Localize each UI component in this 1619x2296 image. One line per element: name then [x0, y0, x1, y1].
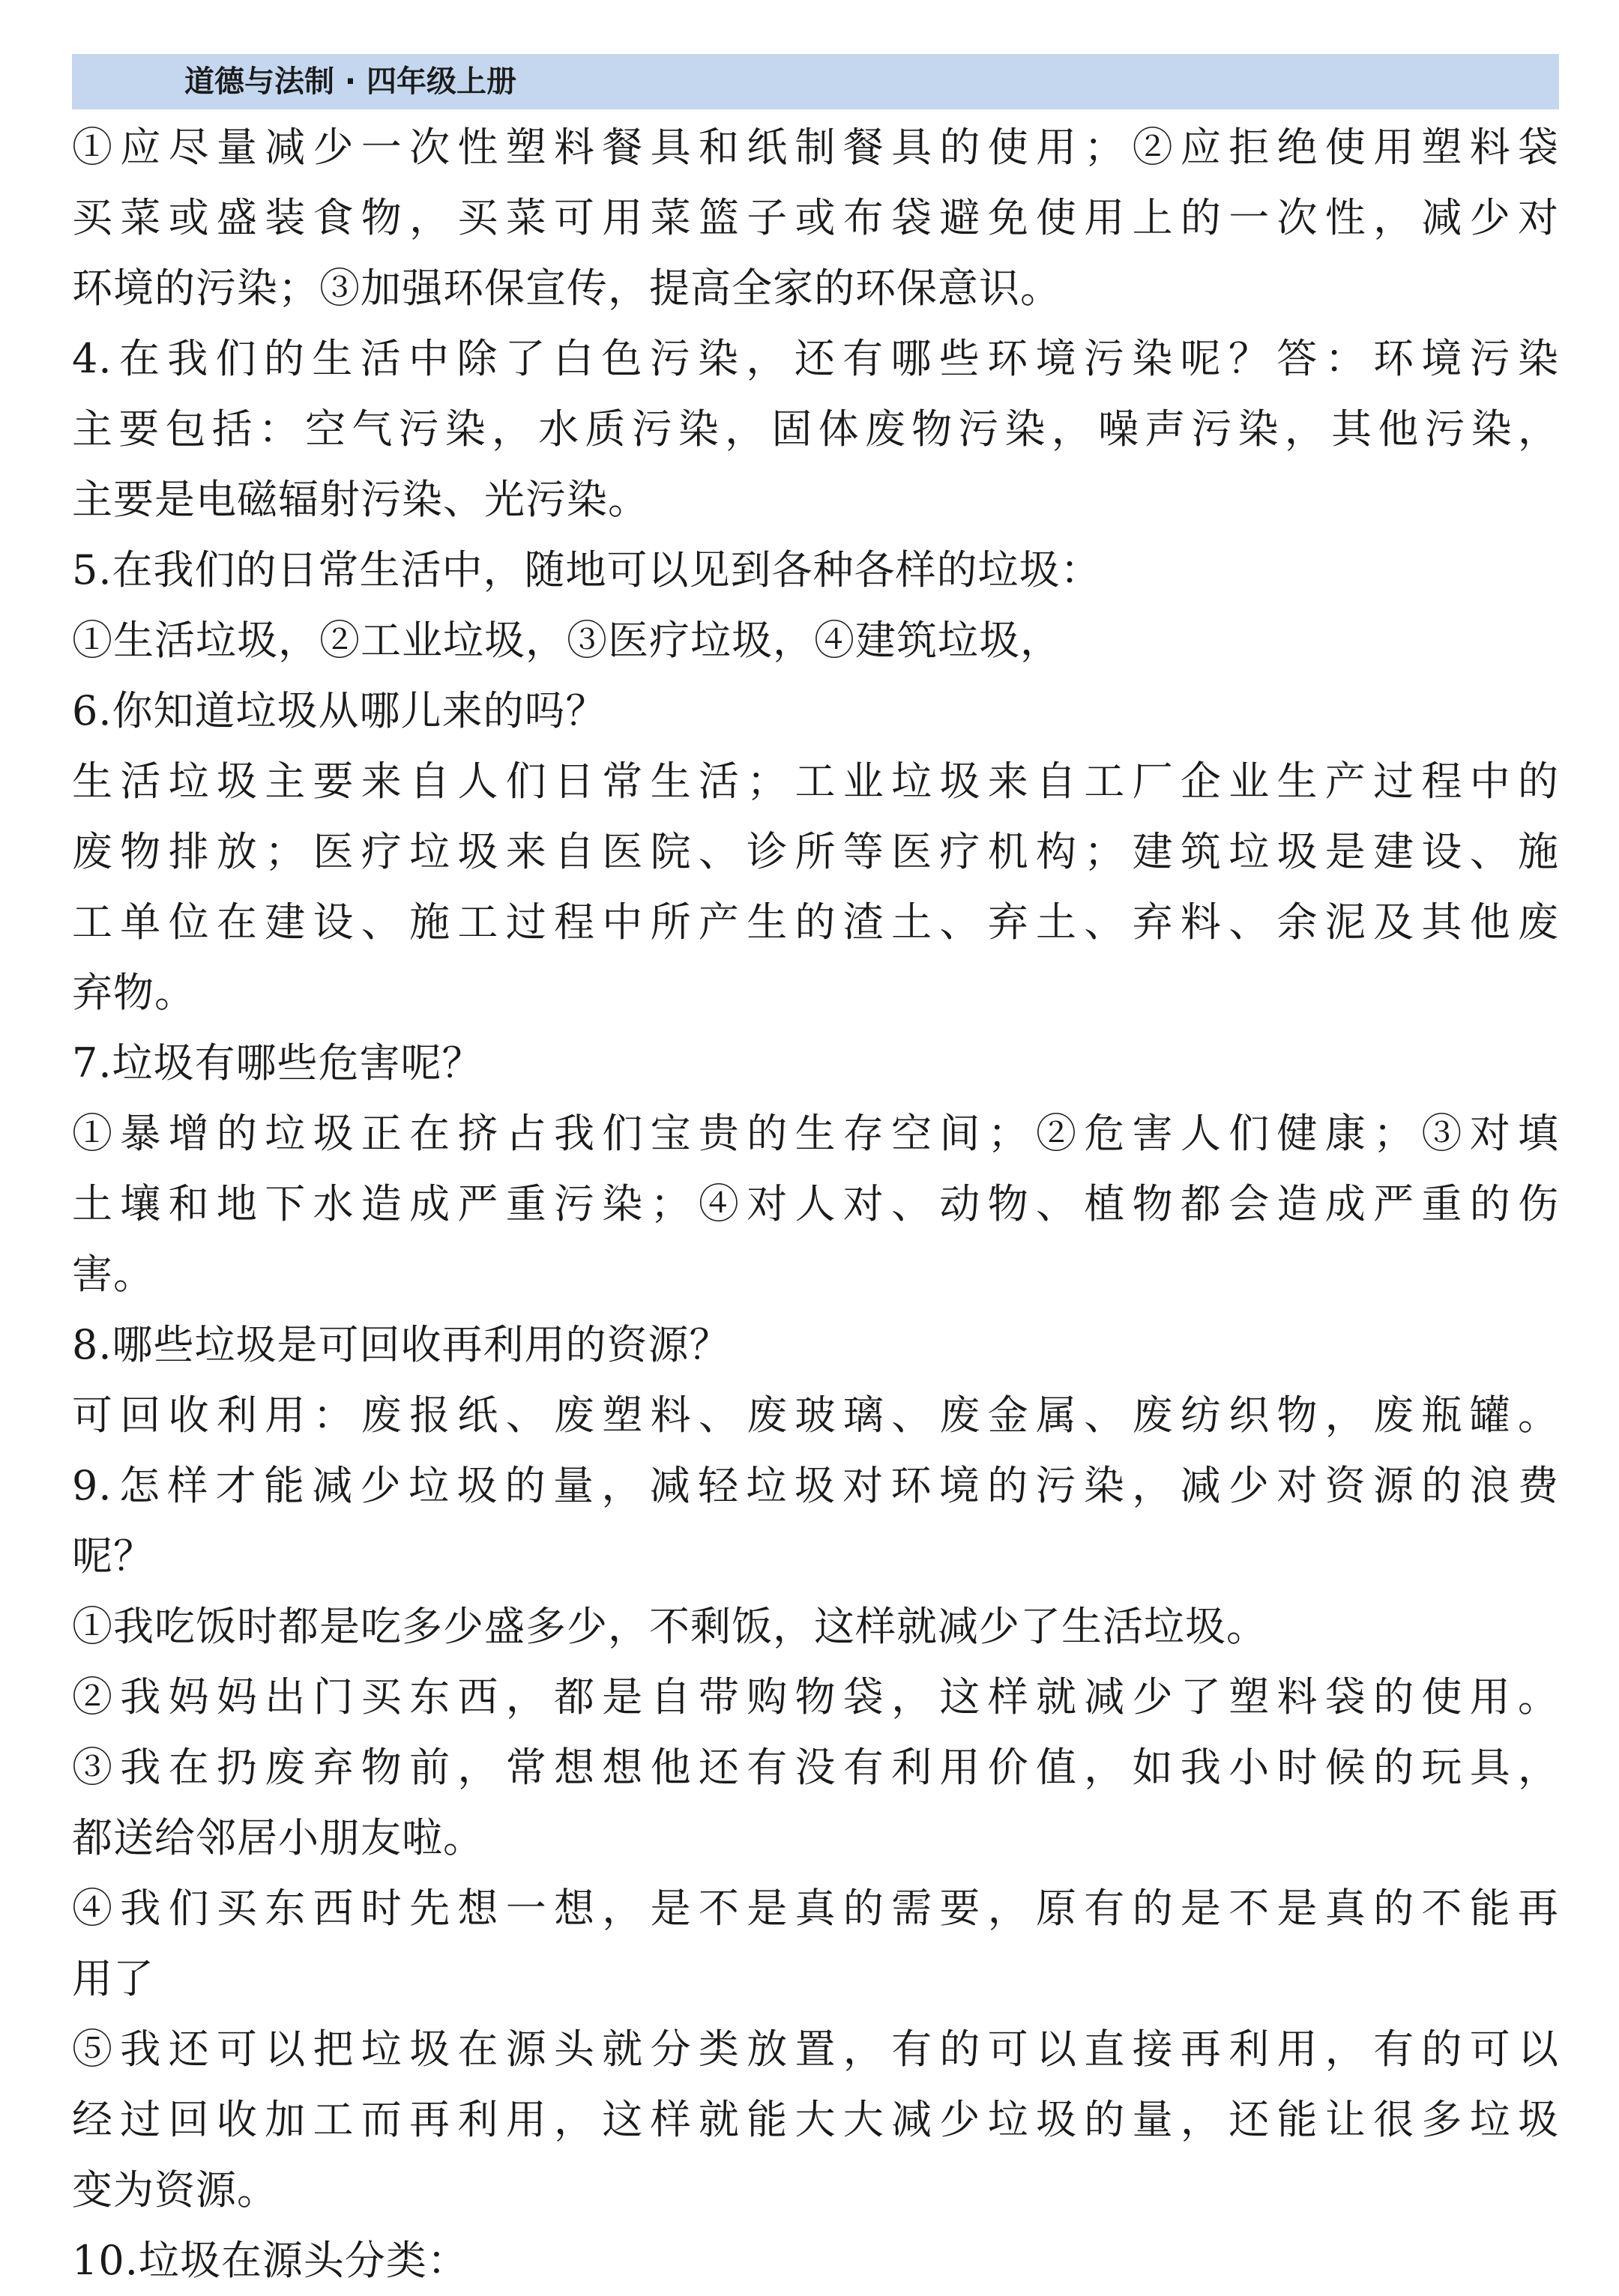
text-line: 变为资源。: [72, 2166, 278, 2214]
question-5: 5.在我们的日常生活中，随地可以见到各种各样的垃圾：: [72, 546, 1102, 593]
text-line: 可回收利用：废报纸、废塑料、废玻璃、废金属、废纺织物，废瓶罐。: [72, 1392, 1559, 1439]
text-line: 环境的污染；③加强环保宣传，提高全家的环保意识。: [72, 265, 1061, 312]
text-line: 弃物。: [72, 969, 196, 1016]
page-header-title: 道德与法制 · 四年级上册: [184, 64, 517, 99]
document-body: [72, 112, 1559, 2296]
text-line: 买菜或盛装食物，买菜可用菜篮子或布袋避免使用上的一次性，减少对: [72, 194, 1559, 241]
text-line: ⑤我还可以把垃圾在源头就分类放置，有的可以直接再利用，有的可以: [72, 2025, 1559, 2073]
text-line: ①生活垃圾，②工业垃圾，③医疗垃圾，④建筑垃圾，: [72, 617, 1061, 664]
question-4: 4.在我们的生活中除了白色污染，还有哪些环境污染呢？答：环境污染: [72, 335, 1559, 382]
question-10: 10.垃圾在源头分类：: [72, 2237, 468, 2284]
text-line: 害。: [72, 1251, 154, 1298]
text-line: 主要是电磁辐射污染、光污染。: [72, 476, 649, 523]
page-header-bar: [72, 54, 1559, 109]
text-line: 用了: [72, 1955, 154, 2002]
text-line: 主要包括：空气污染，水质污染，固体废物污染，噪声污染，其他污染，: [72, 405, 1559, 453]
text-line: 经过回收加工而再利用，这样就能大大减少垃圾的量，还能让很多垃圾: [72, 2096, 1559, 2143]
text-line: ①我吃饭时都是吃多少盛多少，不剩饭，这样就减少了生活垃圾。: [72, 1603, 1267, 1650]
question-9: 9.怎样才能减少垃圾的量，减轻垃圾对环境的污染，减少对资源的浪费: [72, 1462, 1559, 1509]
text-line: 都送给邻居小朋友啦。: [72, 1814, 484, 1861]
text-line: 土壤和地下水造成严重污染；④对人对、动物、植物都会造成严重的伤: [72, 1180, 1559, 1227]
text-line: ①暴增的垃圾正在挤占我们宝贵的生存空间；②危害人们健康；③对填: [72, 1110, 1559, 1157]
question-6: 6.你知道垃圾从哪儿来的吗？: [72, 687, 607, 734]
text-line: 工单位在建设、施工过程中所产生的渣土、弃土、弃料、余泥及其他废: [72, 898, 1559, 946]
text-line: 呢？: [72, 1532, 154, 1580]
text-line: ③我在扔废弃物前，常想想他还有没有利用价值，如我小时候的玩具，: [72, 1744, 1559, 1791]
text-line: ①应尽量减少一次性塑料餐具和纸制餐具的使用；②应拒绝使用塑料袋: [72, 124, 1559, 171]
question-8: 8.哪些垃圾是可回收再利用的资源？: [72, 1321, 731, 1368]
text-line: 废物排放；医疗垃圾来自医院、诊所等医疗机构；建筑垃圾是建设、施: [72, 828, 1559, 875]
question-7: 7.垃圾有哪些危害呢？: [72, 1039, 483, 1087]
text-line: ④我们买东西时先想一想，是不是真的需要，原有的是不是真的不能再: [72, 1885, 1559, 1932]
text-line: ②我妈妈出门买东西，都是自带购物袋，这样就减少了塑料袋的使用。: [72, 1673, 1559, 1721]
text-line: 生活垃圾主要来自人们日常生活；工业垃圾来自工厂企业生产过程中的: [72, 758, 1559, 805]
